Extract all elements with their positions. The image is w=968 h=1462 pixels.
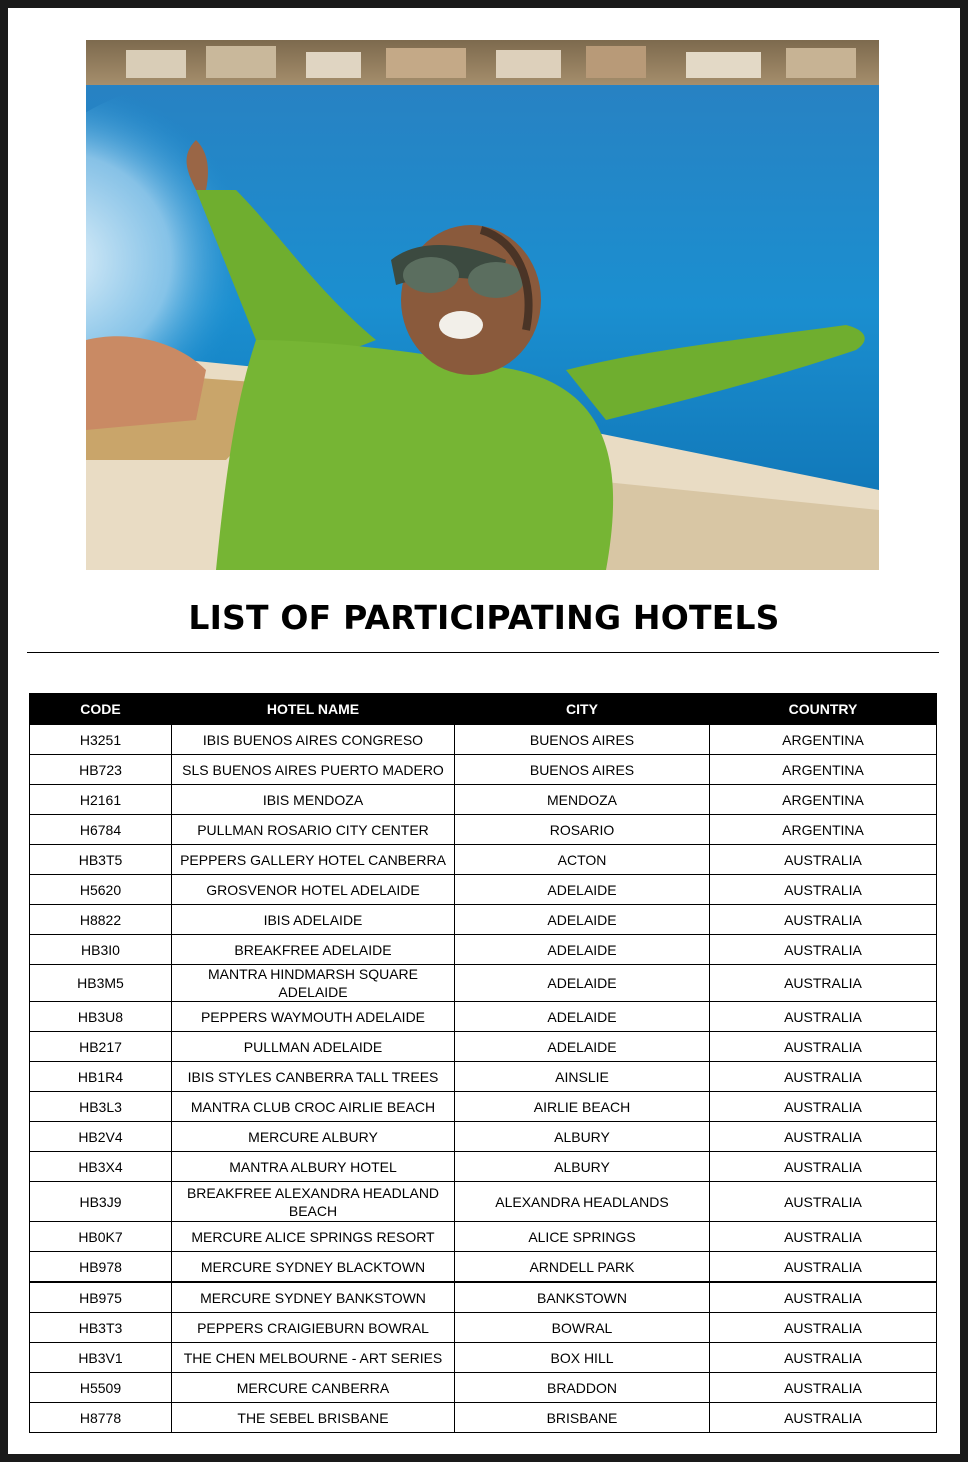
table-row [30,725,937,755]
hero-photo [86,40,879,570]
table-row [30,1403,937,1433]
column-header-city: CITY [455,694,710,725]
cell-country: AUSTRALIA [710,1373,937,1403]
cell-country: AUSTRALIA [710,1182,937,1222]
cell-city: ADELAIDE [455,1002,710,1032]
cell-code: H8822 [30,905,172,935]
cell-country: AUSTRALIA [710,1032,937,1062]
cell-city: BUENOS AIRES [455,725,710,755]
cell-city: ADELAIDE [455,875,710,905]
cell-country: AUSTRALIA [710,935,937,965]
cell-hotel-name: MERCURE ALBURY [172,1122,455,1152]
cell-city: BRISBANE [455,1403,710,1433]
cell-city: MENDOZA [455,785,710,815]
cell-city: ACTON [455,845,710,875]
cell-code: HB978 [30,1252,172,1283]
cell-hotel-name: THE SEBEL BRISBANE [172,1403,455,1433]
cell-country: AUSTRALIA [710,1222,937,1252]
cell-hotel-name: MANTRA HINDMARSH SQUARE ADELAIDE [172,965,455,1002]
cell-city: ARNDELL PARK [455,1252,710,1283]
cell-code: HB3L3 [30,1092,172,1122]
cell-country: AUSTRALIA [710,1122,937,1152]
cell-country: AUSTRALIA [710,965,937,1002]
table-row [30,935,937,965]
cell-hotel-name: BREAKFREE ADELAIDE [172,935,455,965]
cell-hotel-name: IBIS MENDOZA [172,785,455,815]
cell-hotel-name: PEPPERS CRAIGIEBURN BOWRAL [172,1313,455,1343]
cell-hotel-name: IBIS ADELAIDE [172,905,455,935]
cell-code: HB3J9 [30,1182,172,1222]
cell-hotel-name: MERCURE CANBERRA [172,1373,455,1403]
cell-hotel-name: GROSVENOR HOTEL ADELAIDE [172,875,455,905]
cell-hotel-name: SLS BUENOS AIRES PUERTO MADERO [172,755,455,785]
table-row [30,1062,937,1092]
cell-country: ARGENTINA [710,815,937,845]
cell-code: HB3V1 [30,1343,172,1373]
table-row [30,1032,937,1062]
table-row [30,755,937,785]
cell-country: ARGENTINA [710,785,937,815]
table-row [30,1343,937,1373]
table-row [30,815,937,845]
cell-city: ADELAIDE [455,905,710,935]
cell-hotel-name: MERCURE ALICE SPRINGS RESORT [172,1222,455,1252]
cell-city: BRADDON [455,1373,710,1403]
cell-country: ARGENTINA [710,755,937,785]
cell-code: HB2V4 [30,1122,172,1152]
cell-hotel-name: IBIS BUENOS AIRES CONGRESO [172,725,455,755]
cell-hotel-name: PULLMAN ADELAIDE [172,1032,455,1062]
cell-code: HB3M5 [30,965,172,1002]
cell-country: AUSTRALIA [710,1252,937,1283]
cell-city: BOWRAL [455,1313,710,1343]
table-row [30,875,937,905]
document-page [8,8,960,1454]
cell-hotel-name: PULLMAN ROSARIO CITY CENTER [172,815,455,845]
cell-country: AUSTRALIA [710,1152,937,1182]
table-row [30,1122,937,1152]
cell-country: AUSTRALIA [710,1282,937,1313]
cell-code: HB3T3 [30,1313,172,1343]
cell-code: H2161 [30,785,172,815]
column-header-country: COUNTRY [710,694,937,725]
table-row [30,1152,937,1182]
cell-country: AUSTRALIA [710,1343,937,1373]
table-row [30,845,937,875]
cell-country: AUSTRALIA [710,1403,937,1433]
cell-country: AUSTRALIA [710,1092,937,1122]
table-header [30,694,937,725]
cell-hotel-name: PEPPERS WAYMOUTH ADELAIDE [172,1002,455,1032]
cell-city: ALBURY [455,1122,710,1152]
cell-code: HB3X4 [30,1152,172,1182]
cell-city: ADELAIDE [455,1032,710,1062]
cell-hotel-name: MANTRA CLUB CROC AIRLIE BEACH [172,1092,455,1122]
cell-hotel-name: MERCURE SYDNEY BANKSTOWN [172,1282,455,1313]
table-body [30,725,937,1433]
cell-city: AINSLIE [455,1062,710,1092]
table-row [30,1002,937,1032]
cell-code: HB975 [30,1282,172,1313]
cell-code: H5620 [30,875,172,905]
table-row [30,1092,937,1122]
table-row [30,1373,937,1403]
cell-country: AUSTRALIA [710,1313,937,1343]
smiling-person-on-boat-icon [86,40,879,570]
cell-country: AUSTRALIA [710,1002,937,1032]
title-divider [27,652,939,653]
cell-country: AUSTRALIA [710,905,937,935]
page-title: LIST OF PARTICIPATING HOTELS [188,598,780,637]
table-row [30,1182,937,1222]
cell-code: HB1R4 [30,1062,172,1092]
column-header-code: CODE [30,694,172,725]
cell-code: HB0K7 [30,1222,172,1252]
cell-hotel-name: MANTRA ALBURY HOTEL [172,1152,455,1182]
cell-city: ADELAIDE [455,935,710,965]
cell-city: ROSARIO [455,815,710,845]
cell-country: AUSTRALIA [710,1062,937,1092]
table-row [30,1313,937,1343]
cell-hotel-name: BREAKFREE ALEXANDRA HEADLAND BEACH [172,1182,455,1222]
cell-code: H8778 [30,1403,172,1433]
cell-city: ALBURY [455,1152,710,1182]
cell-country: AUSTRALIA [710,845,937,875]
cell-code: HB217 [30,1032,172,1062]
cell-code: HB3I0 [30,935,172,965]
cell-hotel-name: IBIS STYLES CANBERRA TALL TREES [172,1062,455,1092]
cell-country: ARGENTINA [710,725,937,755]
cell-code: HB723 [30,755,172,785]
cell-city: ALEXANDRA HEADLANDS [455,1182,710,1222]
cell-city: ADELAIDE [455,965,710,1002]
table-row [30,905,937,935]
column-header-hotel-name: HOTEL NAME [172,694,455,725]
cell-code: H6784 [30,815,172,845]
cell-hotel-name: MERCURE SYDNEY BLACKTOWN [172,1252,455,1283]
table-row [30,785,937,815]
table-row [30,1222,937,1252]
cell-city: BOX HILL [455,1343,710,1373]
table-row [30,1252,937,1283]
cell-city: BANKSTOWN [455,1282,710,1313]
cell-code: H5509 [30,1373,172,1403]
table-row [30,965,937,1002]
cell-code: HB3T5 [30,845,172,875]
cell-code: HB3U8 [30,1002,172,1032]
hotels-table [29,693,937,1433]
cell-city: BUENOS AIRES [455,755,710,785]
cell-city: ALICE SPRINGS [455,1222,710,1252]
cell-hotel-name: PEPPERS GALLERY HOTEL CANBERRA [172,845,455,875]
table-row [30,1282,937,1313]
cell-city: AIRLIE BEACH [455,1092,710,1122]
cell-country: AUSTRALIA [710,875,937,905]
cell-code: H3251 [30,725,172,755]
cell-hotel-name: THE CHEN MELBOURNE - ART SERIES [172,1343,455,1373]
